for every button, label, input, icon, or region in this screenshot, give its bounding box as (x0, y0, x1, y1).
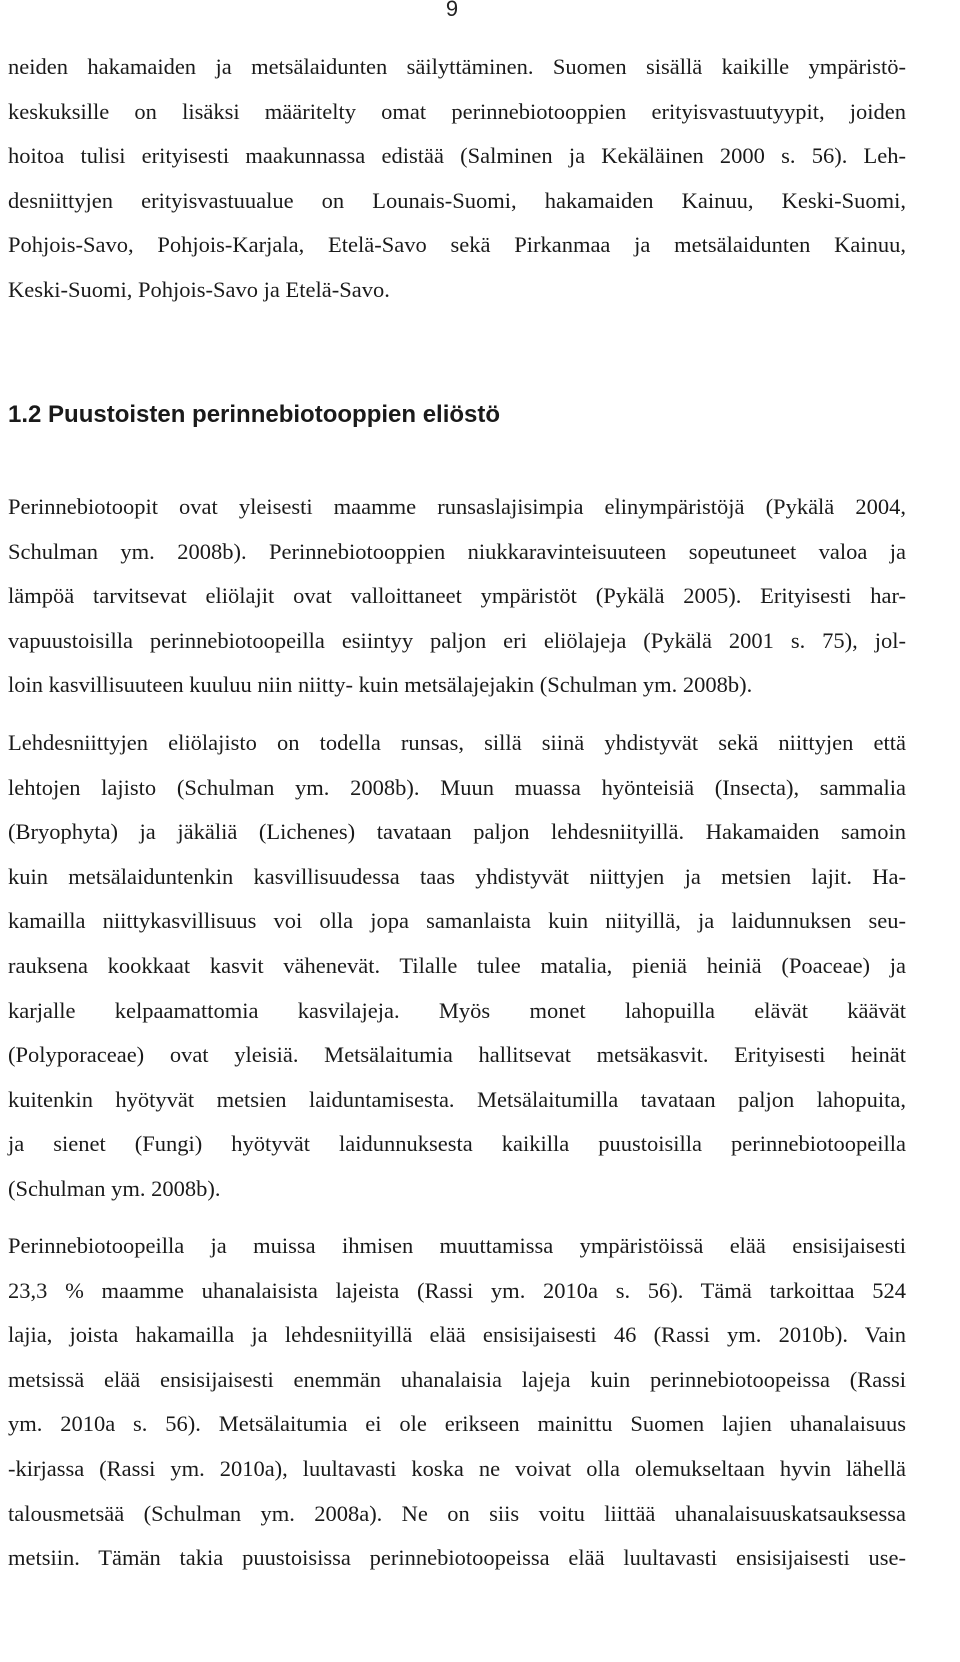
text-line: (Bryophyta) ja jäkäliä (Lichenes) tavataan paljon lehdesniityillä. Hakamaiden samoin (8, 819, 906, 845)
text-line: kuin metsälaiduntenkin kasvillisuudessa taas yhdistyvät niittyjen ja metsien lajit. Ha- (8, 863, 906, 889)
paragraph-threatened-species (8, 1224, 906, 1581)
section-heading: 1.2 Puustoisten perinnebiotooppien eliöstö (8, 401, 501, 428)
text-line: metsissä elää ensisijaisesti enemmän uhanalaisia lajeja kuin perinnebiotoopeissa (Rassi (8, 1366, 906, 1392)
text-line: metsiin. Tämän takia puustoisissa perinnebiotoopeissa elää luultavasti ensisijaisesti use- (8, 1545, 906, 1571)
text-line: lämpöä tarvitsevat eliölajit ovat valloittaneet ympäristöt (Pykälä 2005). Erityisesti har- (8, 583, 906, 609)
text-line: hoitoa tulisi erityisesti maakunnassa edistää (Salminen ja Kekäläinen 2000 s. 56). Leh- (8, 143, 906, 169)
paragraph-species-composition (8, 721, 906, 1212)
text-line: (Polyporaceae) ovat yleisiä. Metsälaitumia hallitsevat metsäkasvit. Erityisesti heinät (8, 1042, 906, 1068)
text-line: Perinnebiotoopit ovat yleisesti maamme runsaslajisimpia elinympäristöjä (Pykälä 2004, (8, 494, 906, 519)
text-line: keskuksille on lisäksi määritelty omat perinnebiotooppien erityisvastuutyypit, joiden (8, 98, 906, 124)
text-line: loin kasvillisuuteen kuuluu niin niitty- kuin metsälajejakin (Schulman ym. 2008b). (8, 672, 753, 698)
text-line: lehtojen lajisto (Schulman ym. 2008b). Muun muassa hyönteisiä (Insecta), sammalia (8, 774, 906, 800)
text-line: Pohjois-Savo, Pohjois-Karjala, Etelä-Savo sekä Pirkanmaa ja metsälaidunten Kainuu, (8, 232, 906, 258)
text-line: Schulman ym. 2008b). Perinnebiotooppien niukkaravinteisuuteen sopeutuneet valoa ja (8, 538, 906, 564)
page-number: 9 (445, 0, 459, 21)
text-line: Perinnebiotoopeilla ja muissa ihmisen muuttamissa ympäristöissä elää ensisijaisesti (8, 1233, 906, 1258)
text-line: rauksena kookkaat kasvit vähenevät. Tilalle tulee matalia, pieniä heiniä (Poaceae) ja (8, 952, 906, 978)
text-line: vapuustoisilla perinnebiotoopeilla esiintyy paljon eri eliölajeja (Pykälä 2001 s. 75), jol- (8, 627, 906, 653)
text-line: talousmetsää (Schulman ym. 2008a). Ne on siis voitu liittää uhanalaisuuskatsauksessa (8, 1500, 906, 1526)
text-line: ym. 2010a s. 56). Metsälaitumia ei ole erikseen mainittu Suomen lajien uhanalaisuus (8, 1411, 906, 1437)
intro-paragraph (8, 45, 906, 313)
text-line: -kirjassa (Rassi ym. 2010a), luultavasti koska ne voivat olla olemukseltaan hyvin lähellä (8, 1455, 906, 1481)
text-line: kuitenkin hyötyvät metsien laiduntamisesta. Metsälaitumilla tavataan paljon lahopuita, (8, 1086, 906, 1112)
text-line: desniittyjen erityisvastuualue on Lounais-Suomi, hakamaiden Kainuu, Keski-Suomi, (8, 187, 906, 213)
text-line: (Schulman ym. 2008b). (8, 1175, 221, 1201)
text-line: 23,3 % maamme uhanalaisista lajeista (Rassi ym. 2010a s. 56). Tämä tarkoittaa 524 (8, 1277, 906, 1303)
text-line: kamailla niittykasvillisuus voi olla jopa samanlaista kuin niityillä, ja laidunnuksen seu- (8, 908, 906, 934)
text-line: neiden hakamaiden ja metsälaidunten säilyttäminen. Suomen sisällä kaikille ympäristö- (8, 54, 906, 79)
text-line: Lehdesniittyjen eliölajisto on todella runsas, sillä siinä yhdistyvät sekä niittyjen että (8, 730, 906, 755)
text-line: Keski-Suomi, Pohjois-Savo ja Etelä-Savo. (8, 276, 390, 302)
text-line: ja sienet (Fungi) hyötyvät laidunnuksesta kaikilla puustoisilla perinnebiotoopeilla (8, 1131, 906, 1157)
text-line: lajia, joista hakamailla ja lehdesniityillä elää ensisijaisesti 46 (Rassi ym. 2010b). Vain (8, 1322, 906, 1348)
paragraph-habitat-richness (8, 485, 906, 708)
text-line: karjalle kelpaamattomia kasvilajeja. Myös monet lahopuilla elävät käävät (8, 997, 906, 1023)
